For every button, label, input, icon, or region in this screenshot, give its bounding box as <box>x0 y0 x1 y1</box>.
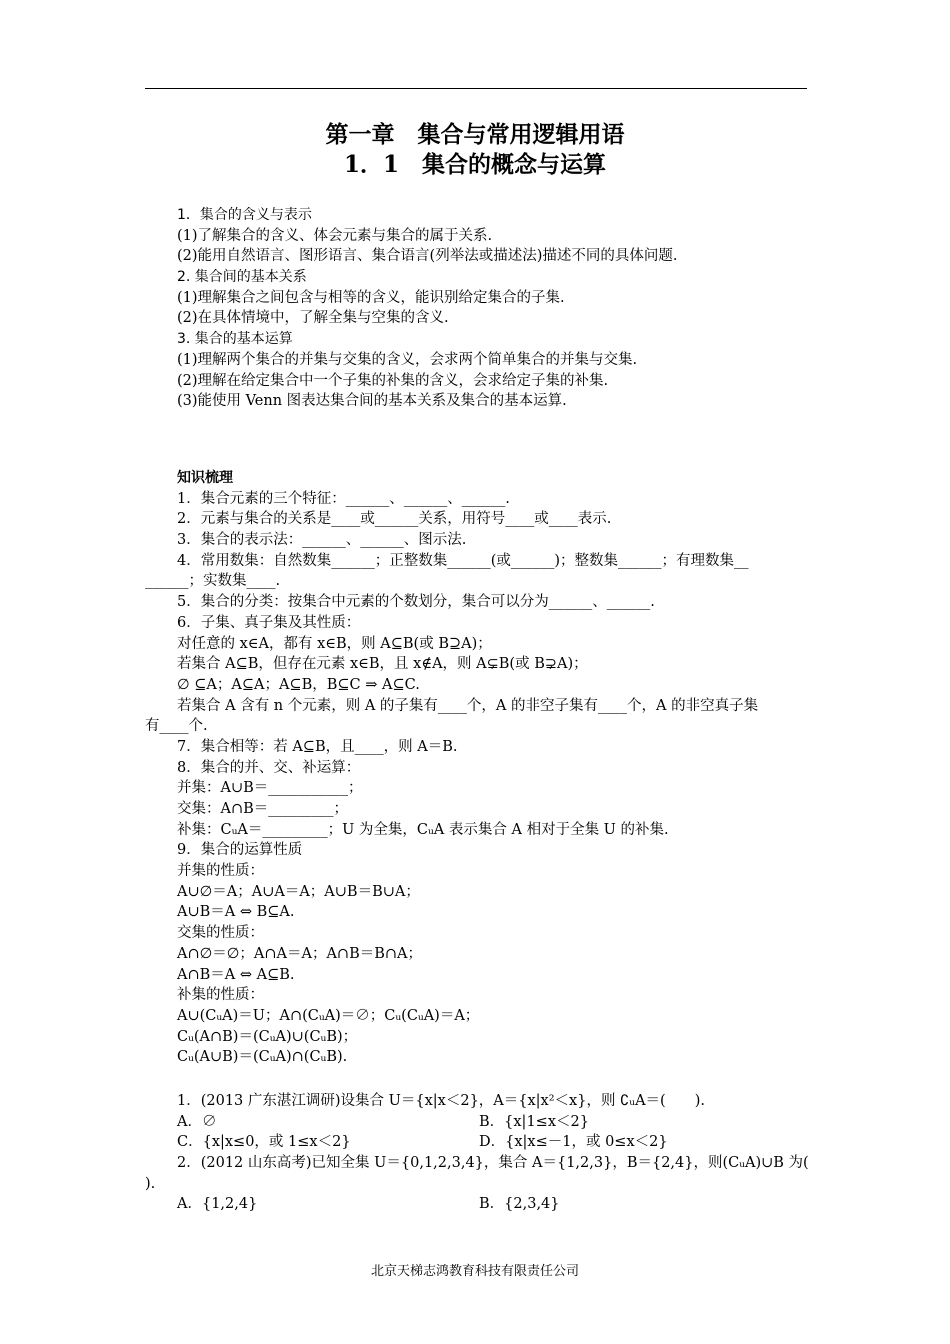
question-stem-continued: ). <box>145 1175 156 1192</box>
option-b: B．{x|1≤x＜2} <box>479 1113 589 1130</box>
knowledge-line: 2．元素与集合的关系是____或______关系，用符号____或____表示. <box>177 511 612 528</box>
knowledge-line: ______；实数集____. <box>145 573 281 590</box>
section-title: 1．1 集合的概念与运算 <box>343 151 606 178</box>
knowledge-line: 5．集合的分类：按集合中元素的个数划分，集合可以分为______、______. <box>177 594 655 611</box>
knowledge-line: 交集：A∩B＝_________； <box>177 801 349 817</box>
knowledge-line: 9．集合的运算性质 <box>177 842 303 859</box>
knowledge-line: 8．集合的并、交、补运算： <box>177 759 361 776</box>
knowledge-line: 并集的性质： <box>177 863 264 880</box>
knowledge-line: A∩B＝A ⇔ A⊆B. <box>177 966 295 983</box>
objectives-list <box>177 205 807 412</box>
knowledge-line: A∪∅＝A；A∪A＝A；A∪B＝B∪A； <box>177 883 420 900</box>
option-d: D．{x|x≤－1，或 0≤x＜2} <box>479 1134 668 1151</box>
option-a: A．∅ <box>177 1113 217 1130</box>
knowledge-heading: 知识梳理 <box>177 470 233 486</box>
knowledge-line: 并集：A∪B＝___________； <box>177 780 363 797</box>
knowledge-line: 6．子集、真子集及其性质： <box>177 614 361 631</box>
objective-heading: 3. 集合的基本运算 <box>177 331 293 348</box>
option-a: A．{1,2,4} <box>177 1196 258 1213</box>
knowledge-line: 4．常用数集：自然数集______；正整数集______(或______)；整数集______；有理数集__ <box>177 552 749 569</box>
knowledge-line: 若集合 A 含有 n 个元素，则 A 的子集有____个，A 的非空子集有____个，A 的非空真子集 <box>177 697 759 714</box>
knowledge-line: 若集合 A⊆B，但存在元素 x∈B，且 x∉A，则 A⊊B(或 B⊋A)； <box>177 656 588 673</box>
objective-item: (1)理解集合之间包含与相等的含义，能识别给定集合的子集. <box>177 289 565 306</box>
knowledge-line: 7．集合相等：若 A⊆B，且____，则 A＝B. <box>177 738 458 755</box>
knowledge-line: 3．集合的表示法：______、______、图示法. <box>177 532 467 549</box>
knowledge-line: 补集的性质： <box>177 987 264 1004</box>
objective-item: (1)理解两个集合的并集与交集的含义，会求两个简单集合的并集与交集. <box>177 351 638 368</box>
header-rule <box>145 88 807 89</box>
knowledge-section <box>145 468 807 1068</box>
footer-company: 北京天梯志鸿教育科技有限责任公司 <box>370 1264 579 1279</box>
knowledge-line: 交集的性质： <box>177 925 264 942</box>
exercises-section <box>145 1091 807 1215</box>
knowledge-line: Cᵤ(A∪B)＝(CᵤA)∩(CᵤB). <box>177 1049 348 1066</box>
option-row <box>145 1132 807 1153</box>
knowledge-line: 有____个. <box>145 718 208 735</box>
option-row <box>145 1112 807 1133</box>
objective-item: (1)了解集合的含义、体会元素与集合的属于关系. <box>177 227 493 244</box>
objective-heading: 1．集合的含义与表示 <box>177 207 312 223</box>
knowledge-line: A∪B＝A ⇔ B⊆A. <box>177 904 295 921</box>
objective-item: (2)理解在给定集合中一个子集的补集的含义，会求给定子集的补集. <box>177 372 609 389</box>
objective-item: (3)能使用 Venn 图表达集合间的基本关系及集合的基本运算. <box>177 393 567 410</box>
objective-item: (2)在具体情境中，了解全集与空集的含义. <box>177 310 449 327</box>
knowledge-line: 补集：CᵤA＝_________；U 为全集，CᵤA 表示集合 A 相对于全集 U 的补集. <box>177 821 669 838</box>
objective-heading: 2. 集合间的基本关系 <box>177 269 307 286</box>
knowledge-line: A∪(CᵤA)＝U；A∩(CᵤA)＝∅；Cᵤ(CᵤA)＝A； <box>177 1007 480 1024</box>
question-stem: 2．(2012 山东高考)已知全集 U＝{0,1,2,3,4}，集合 A＝{1,2,3}，B＝{2,4}，则(CᵤA)∪B 为( <box>177 1155 809 1172</box>
knowledge-line: 对任意的 x∈A，都有 x∈B，则 A⊆B(或 B⊇A)； <box>177 635 492 652</box>
knowledge-line: ∅ ⊆A；A⊆A；A⊆B，B⊆C ⇒ A⊆C. <box>177 676 420 693</box>
knowledge-line: 1．集合元素的三个特征：______、______、______. <box>177 490 510 507</box>
option-b: B．{2,3,4} <box>479 1196 560 1213</box>
question-stem: 1．(2013 广东湛江调研)设集合 U＝{x|x＜2}，A＝{x|x²＜x}，则 ∁ᵤA＝( ). <box>177 1093 705 1109</box>
option-c: C．{x|x≤0，或 1≤x＜2} <box>177 1134 351 1151</box>
option-row <box>145 1194 807 1215</box>
objective-item: (2)能用自然语言、图形语言、集合语言(列举法或描述法)描述不同的具体问题. <box>177 248 678 265</box>
knowledge-line: A∩∅＝∅；A∩A＝A；A∩B＝B∩A； <box>177 945 422 962</box>
chapter-title: 第一章 集合与常用逻辑用语 <box>325 121 625 148</box>
knowledge-line: Cᵤ(A∩B)＝(CᵤA)∪(CᵤB)； <box>177 1028 358 1045</box>
